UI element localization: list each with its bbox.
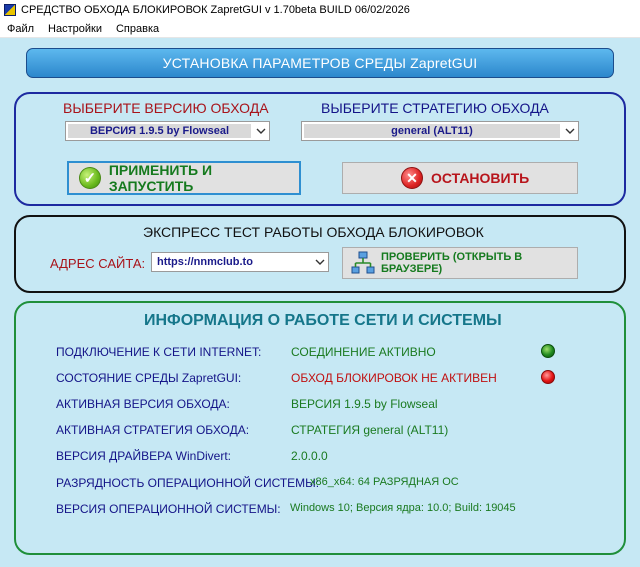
info-label-active-version: АКТИВНАЯ ВЕРСИЯ ОБХОДА: xyxy=(56,397,230,411)
green-led-icon xyxy=(541,344,555,358)
version-select[interactable] xyxy=(65,121,270,141)
strategy-label: ВЫБЕРИТЕ СТРАТЕГИЮ ОБХОДА xyxy=(321,100,549,116)
strategy-select-value: general (ALT11) xyxy=(304,124,560,138)
info-label-zapret-state: СОСТОЯНИЕ СРЕДЫ ZapretGUI: xyxy=(56,371,242,385)
info-value-active-version: ВЕРСИЯ 1.9.5 by Flowseal xyxy=(291,397,438,411)
info-value-os-bitness: x86_x64: 64 РАЗРЯДНАЯ ОС xyxy=(310,476,459,488)
header-banner xyxy=(26,48,614,78)
chevron-down-icon[interactable] xyxy=(312,253,328,271)
menu-file[interactable]: Файл xyxy=(7,22,35,35)
red-led-icon xyxy=(541,370,555,384)
info-label-os-bitness: РАЗРЯДНОСТЬ ОПЕРАЦИОННОЙ СИСТЕМЫ: xyxy=(56,476,320,490)
check-site-button[interactable] xyxy=(342,247,578,279)
stop-x-icon: ✕ xyxy=(401,167,423,189)
info-title: ИНФОРМАЦИЯ О РАБОТЕ СЕТИ И СИСТЕМЫ xyxy=(144,312,502,329)
express-test-title: ЭКСПРЕСС ТЕСТ РАБОТЫ ОБХОДА БЛОКИРОВОК xyxy=(143,224,484,240)
apply-and-run-label: ПРИМЕНИТЬ И ЗАПУСТИТЬ xyxy=(108,162,213,194)
version-select-value: ВЕРСИЯ 1.9.5 by Flowseal xyxy=(68,124,251,138)
network-icon xyxy=(351,251,375,275)
menu-help[interactable]: Справка xyxy=(115,22,160,35)
info-label-windivert: ВЕРСИЯ ДРАЙВЕРА WinDivert: xyxy=(56,449,232,463)
app-icon xyxy=(4,4,16,16)
info-value-active-strategy: СТРАТЕГИЯ general (ALT11) xyxy=(291,423,449,437)
site-address-input[interactable] xyxy=(151,252,329,272)
info-label-active-strategy: АКТИВНАЯ СТРАТЕГИЯ ОБХОДА: xyxy=(56,423,250,437)
info-label-os-version: ВЕРСИЯ ОПЕРАЦИОННОЙ СИСТЕМЫ: xyxy=(56,502,281,516)
check-site-label: ПРОВЕРИТЬ (ОТКРЫТЬ В БРАУЗЕРЕ) xyxy=(381,251,523,275)
info-value-windivert: 2.0.0.0 xyxy=(291,449,328,463)
info-value-internet: СОЕДИНЕНИЕ АКТИВНО xyxy=(291,345,436,359)
apply-and-run-button[interactable] xyxy=(67,161,301,195)
header-title: УСТАНОВКА ПАРАМЕТРОВ СРЕДЫ ZapretGUI xyxy=(162,55,478,71)
info-value-zapret-state: ОБХОД БЛОКИРОВОК НЕ АКТИВЕН xyxy=(291,371,497,385)
stop-label: ОСТАНОВИТЬ xyxy=(431,170,530,186)
chevron-down-icon[interactable] xyxy=(253,122,269,140)
site-address-value: https://nnmclub.to xyxy=(154,255,310,269)
strategy-select[interactable] xyxy=(301,121,579,141)
site-address-label: АДРЕС САЙТА: xyxy=(50,256,146,271)
info-label-internet: ПОДКЛЮЧЕНИЕ К СЕТИ INTERNET: xyxy=(56,345,262,359)
chevron-down-icon[interactable] xyxy=(562,122,578,140)
info-value-os-version: Windows 10; Версия ядра: 10.0; Build: 19045 xyxy=(290,502,516,514)
stop-button[interactable] xyxy=(342,162,578,194)
check-icon: ✓ xyxy=(79,167,101,189)
window-title: СРЕДСТВО ОБХОДА БЛОКИРОВОК ZapretGUI v 1.70beta BUILD 06/02/2026 xyxy=(21,4,410,16)
title-bar xyxy=(0,0,640,20)
menu-bar xyxy=(0,20,640,38)
version-label: ВЫБЕРИТЕ ВЕРСИЮ ОБХОДА xyxy=(63,100,269,116)
menu-settings[interactable]: Настройки xyxy=(48,22,102,35)
